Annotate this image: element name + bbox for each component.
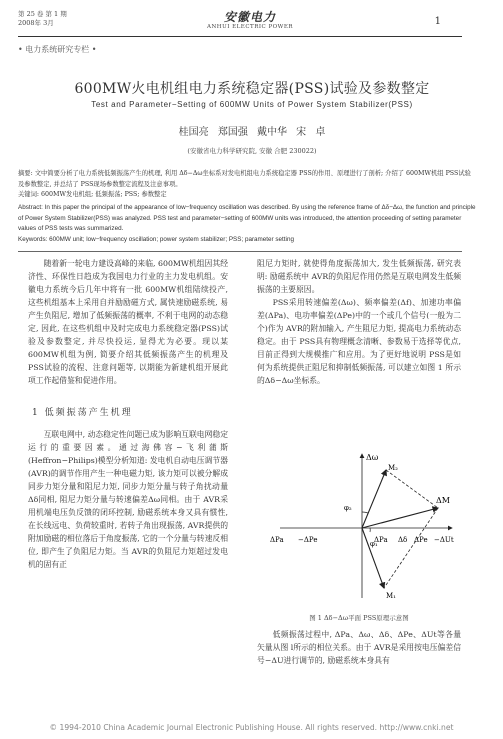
pss-phasor-diagram bbox=[270, 448, 460, 608]
right-paragraph-2: PSS采用转速偏差(Δω)、频率偏差(Δf)、加速功率偏差(ΔPa)、电功率偏差(ΔPe)中的一个或几个信号(一般为二个)作为 AVR的附加输入, 产生阻尼力矩, 提高电力系统动态稳定。由于 PSS具有物理概念清晰、参数易于选择等优点, 目前正得到大规模推广和应用。为了更好地说明 PSS是如何为系统提供正阻尼和抑制低频振荡, 可以建立如图 1 所示的Δδ−Δω坐标系。 bbox=[257, 298, 461, 385]
label-neg-pa: ΔPa bbox=[270, 536, 284, 544]
label-neg-pe: −ΔPe bbox=[298, 536, 318, 544]
date-line: 2008年 3月 bbox=[18, 19, 54, 27]
dash-m2-m bbox=[386, 470, 438, 508]
label-neg-ut: −ΔUt bbox=[434, 536, 454, 544]
volume-line: 第 25 卷 第 1 期 bbox=[18, 10, 67, 18]
label-d-omega: Δω bbox=[366, 453, 379, 462]
label-pe: ΔPe bbox=[414, 536, 428, 544]
abstract-english: Abstract: In this paper the principal of the appearance of low−frequency oscillation was described. By using the reference frame of Δδ−Δω, the function and principle of Power System Stabilizer(PSS) was analyzed. PSS test and parameter−setting of 600MW units was introduced, the attention proceeding of setting parameter values of PSS tests was summarized. bbox=[18, 204, 476, 232]
label-phi2: φ₂ bbox=[344, 504, 352, 512]
authors: 桂国亮 郑国强 戴中华 宋 卓 bbox=[178, 127, 326, 138]
right-column-top bbox=[257, 257, 461, 387]
label-delta-m: ΔM bbox=[436, 496, 450, 505]
header-divider bbox=[18, 36, 462, 37]
mechanism-paragraph: 互联电网中, 动态稳定性问题已成为影响互联电网稳定运行的重要因素。通过海佛容−飞利蒲斯(Heffron−Philips)模型分析知道: 发电机自动电压调节器(AVR)的调节作用产生一种电磁力矩, 该力矩可以被分解成同步力矩分量和阻尼力矩, 同步力矩分量与转子角扰动量Δδ同相, 阻尼力矩分量与转速偏差Δω同相。由于 AVR采用机端电压负反馈的闭环控制, 励磁系统本身又具有惯性, 在长线远电、负荷较重时, 若转子角出现振荡, AVR提供的附加励磁的相位落后于角度振荡, 它的一个分量与转速反相位, 即产生了负阻尼力矩。当 AVR的负阻尼力矩超过发电机的固有正 bbox=[28, 430, 228, 569]
abstract-divider bbox=[18, 251, 462, 252]
paper-title-english: Test and Parameter−Setting of 600MW Units of Power System Stabilizer(PSS) bbox=[91, 100, 413, 109]
figure-caption: 图 1 Δδ−Δω平面 PSS原理示意图 bbox=[309, 614, 409, 622]
keywords-english: Keywords: 600MW unit; low−frequency oscillation; power system stabilizer; PSS; parameter setting bbox=[18, 236, 294, 243]
label-phi1: φ₁ bbox=[370, 540, 378, 548]
paper-title: 600MW火电机组电力系统稳定器(PSS)试验及参数整定 bbox=[74, 81, 430, 97]
journal-english-name: ANHUI ELECTRIC POWER bbox=[207, 24, 293, 30]
keywords-chinese: 关键词: 600MW发电机组; 低频振荡; PSS; 参数整定 bbox=[18, 191, 167, 198]
phi2-arc bbox=[362, 512, 368, 513]
journal-logo: 安徽电力 bbox=[223, 10, 276, 24]
vector-m2 bbox=[362, 470, 386, 528]
section-heading: 1 低频振荡产生机理 bbox=[32, 408, 133, 418]
intro-paragraph: 随着新一轮电力建设高峰的来临, 600MW机组因其经济性、环保性日趋成为我国电力行业的主力发电机组。安徽电力系统今后几年中将有一批 600MW机组陆续投产, 这些机组基本上采用自并励励磁方式, 属快速励磁系统, 易产生负阻尼, 增加了低频振荡的概率, 不利于电网的动态稳定, 因此, 在这些机组中及时完成电力系统稳定器(PSS)试验及参数整定, 并尽快投运, 显得尤为必要。现以某 600MW机组为例, 简要介绍其低频振荡产生的机理及 PSS试验的流程、注意问题等, 以期能为新建机组开展此项工作起借鉴和促进作用。 bbox=[28, 259, 228, 385]
page-number: 1 bbox=[434, 16, 441, 27]
right-paragraph-3: 低频振荡过程中, ΔPa、Δω、Δδ、ΔPe、ΔUt等各量矢量从图 l所示的相位关系。由于 AVR是采用按电压偏差信号−ΔU进行调节的, 励磁系统本身具有 bbox=[257, 630, 461, 665]
footer-copyright: © 1994-2010 China Academic Journal Electronic Publishing House. All rights reserved. http://www.cnki.net bbox=[49, 723, 454, 732]
volume-issue bbox=[18, 10, 67, 28]
abstract-chinese: 摘要: 文中简要分析了电力系统低频振荡产生的机理, 利用 Δδ−Δω坐标系对发电机组电力系统稳定器 PSS的作用、原理进行了剖析; 介绍了 600MW机组 PSS试验及参数整定, 并总结了 PSS现场参数整定流程及注意事项。 bbox=[18, 170, 471, 188]
label-m1: M₁ bbox=[386, 592, 396, 600]
right-paragraph-1: 阻尼力矩时, 就使得角度振荡加大, 发生低频振荡, 研究表明: 励磁系统中 AVR的负阻尼作用仍然是互联电网发生低频振荡的主要原因。 bbox=[257, 259, 461, 294]
journal-masthead bbox=[170, 8, 330, 30]
column-tag: • 电力系统研究专栏 • bbox=[18, 45, 97, 54]
affiliation: (安徽省电力科学研究院, 安徽 合肥 230022) bbox=[187, 147, 317, 155]
label-pa: ΔPa bbox=[374, 536, 388, 544]
label-d-delta: Δδ bbox=[398, 536, 408, 544]
label-m2: M₂ bbox=[388, 464, 398, 472]
